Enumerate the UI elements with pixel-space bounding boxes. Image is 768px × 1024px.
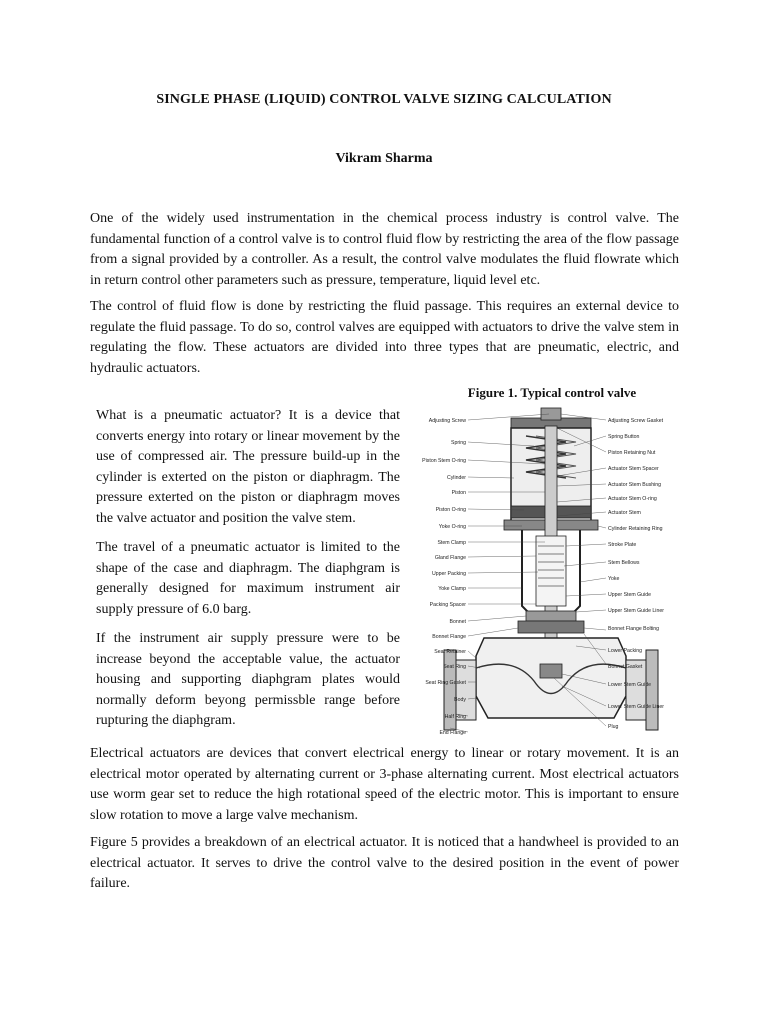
label-right-2: Piston Retaining Nut — [608, 450, 656, 456]
label-right-14: Lower Packing — [608, 648, 643, 654]
label-left-7: Stem Clamp — [437, 540, 466, 546]
intro-paragraph: One of the widely used instrumentation in the chemical process industry is control valve. The fundamental function of a control valve is to control fluid flow by restricting the area of the flow passage from a signal provided by a controller. As a result, the control valve modulates the fluid flowrate which in return control other parameters such as pressure, temperature, liquid level etc. — [90, 211, 679, 288]
label-right-8: Stroke Plate — [608, 542, 637, 548]
label-right-12: Upper Stem Guide Liner — [608, 608, 664, 614]
label-left-19: End Flange — [439, 730, 466, 736]
pneumatic-definition-paragraph: What is a pneumatic actuator? It is a device that converts energy into rotary or linear movement by the use of compressed air. The pressure build-up in the cylinder is exterted on the piston or diaphragm. The pressure exterted on the piston or diaphragm moves the valve actuator and position the valve stem. — [96, 408, 400, 526]
pneumatic-column — [96, 406, 400, 741]
label-right-5: Actuator Stem O-ring — [608, 496, 657, 502]
label-right-4: Actuator Stem Bushing — [608, 482, 662, 488]
label-right-15: Bonnet Gasket — [608, 664, 643, 670]
figure-caption: Figure 1. Typical control valve — [467, 385, 637, 400]
control-valve-diagram — [414, 406, 688, 742]
label-left-17: Body — [454, 697, 466, 703]
actuator-paragraph: The control of fluid flow is done by restricting the fluid passage. This requires an external device to regulate the fluid passage. To do so, control valves are equipped with actuators to drive the valve stem in regulating the flow. These actuators are divided into three types that are pneumatic, electric, and hydraulic actuators. — [90, 299, 679, 376]
label-right-10: Yoke — [608, 576, 620, 582]
label-right-3: Actuator Stem Spacer — [608, 466, 659, 472]
document-title: SINGLE PHASE (LIQUID) CONTROL VALVE SIZING CALCULATION — [156, 92, 612, 107]
label-right-6: Actuator Stem — [608, 510, 641, 516]
label-left-2: Piston Stem O-ring — [422, 458, 466, 464]
label-left-18: Half Ring — [444, 714, 466, 720]
electrical-actuator-paragraph: Electrical actuators are devices that convert electrical energy to linear or rotary movement. It is an electrical motor operated by alternating current or 3-phase alternating current. Most electrical actuators use worm gear set to reduce the high rotational speed of the electric motor. This is important to ensure slow rotation to move a large valve mechanism. — [90, 746, 679, 823]
label-left-3: Cylinder — [446, 475, 466, 481]
label-left-5: Piston O-ring — [435, 507, 466, 513]
label-left-11: Packing Spacer — [429, 602, 466, 608]
label-left-6: Yoke O-ring — [438, 524, 466, 530]
control-valve-figure — [414, 406, 688, 742]
label-right-1: Spring Button — [608, 434, 640, 440]
label-left-14: Seat Retainer — [434, 649, 466, 655]
pneumatic-travel-paragraph: The travel of a pneumatic actuator is limited to the shape of the case and diaphragm. The diaphgram is generally designed for maximum instrument air supply pressure of 6.0 barg. — [96, 540, 400, 617]
label-right-9: Stem Bellows — [608, 560, 640, 566]
label-right-7: Cylinder Retaining Ring — [608, 526, 663, 532]
label-left-15: Seat Ring — [443, 664, 466, 670]
label-left-1: Spring — [451, 440, 466, 446]
label-left-12: Bonnet — [449, 619, 466, 625]
author-name: Vikram Sharma — [335, 151, 433, 166]
label-right-18: Plug — [608, 724, 619, 730]
handwheel-paragraph: Figure 5 provides a breakdown of an electrical actuator. It is noticed that a handwheel is provided to an electrical actuator. It serves to drive the control valve to the desired position in the event of power failure. — [90, 835, 679, 891]
label-right-11: Upper Stem Guide — [608, 592, 651, 598]
label-left-0: Adjusting Screw — [428, 418, 466, 424]
label-left-10: Yoke Clamp — [438, 586, 466, 592]
pneumatic-pressure-paragraph: If the instrument air supply pressure were to be increase beyond the acceptable value, the actuator housing and supporting diaphgram plates would normally deform beyong permissble range before rupturing the diaphgram. — [96, 631, 400, 728]
label-left-13: Bonnet Flange — [432, 634, 466, 640]
label-left-4: Piston — [451, 490, 466, 496]
label-right-13: Bonnet Flange Bolting — [608, 626, 660, 632]
label-right-16: Lower Stem Guide — [608, 682, 651, 688]
label-left-8: Gland Flange — [434, 555, 466, 561]
label-right-17: Lower Stem Guide Liner — [608, 704, 664, 710]
label-left-9: Upper Packing — [431, 571, 466, 577]
label-left-16: Seat Ring Gasket — [425, 680, 466, 686]
label-right-0: Adjusting Screw Gasket — [608, 418, 664, 424]
